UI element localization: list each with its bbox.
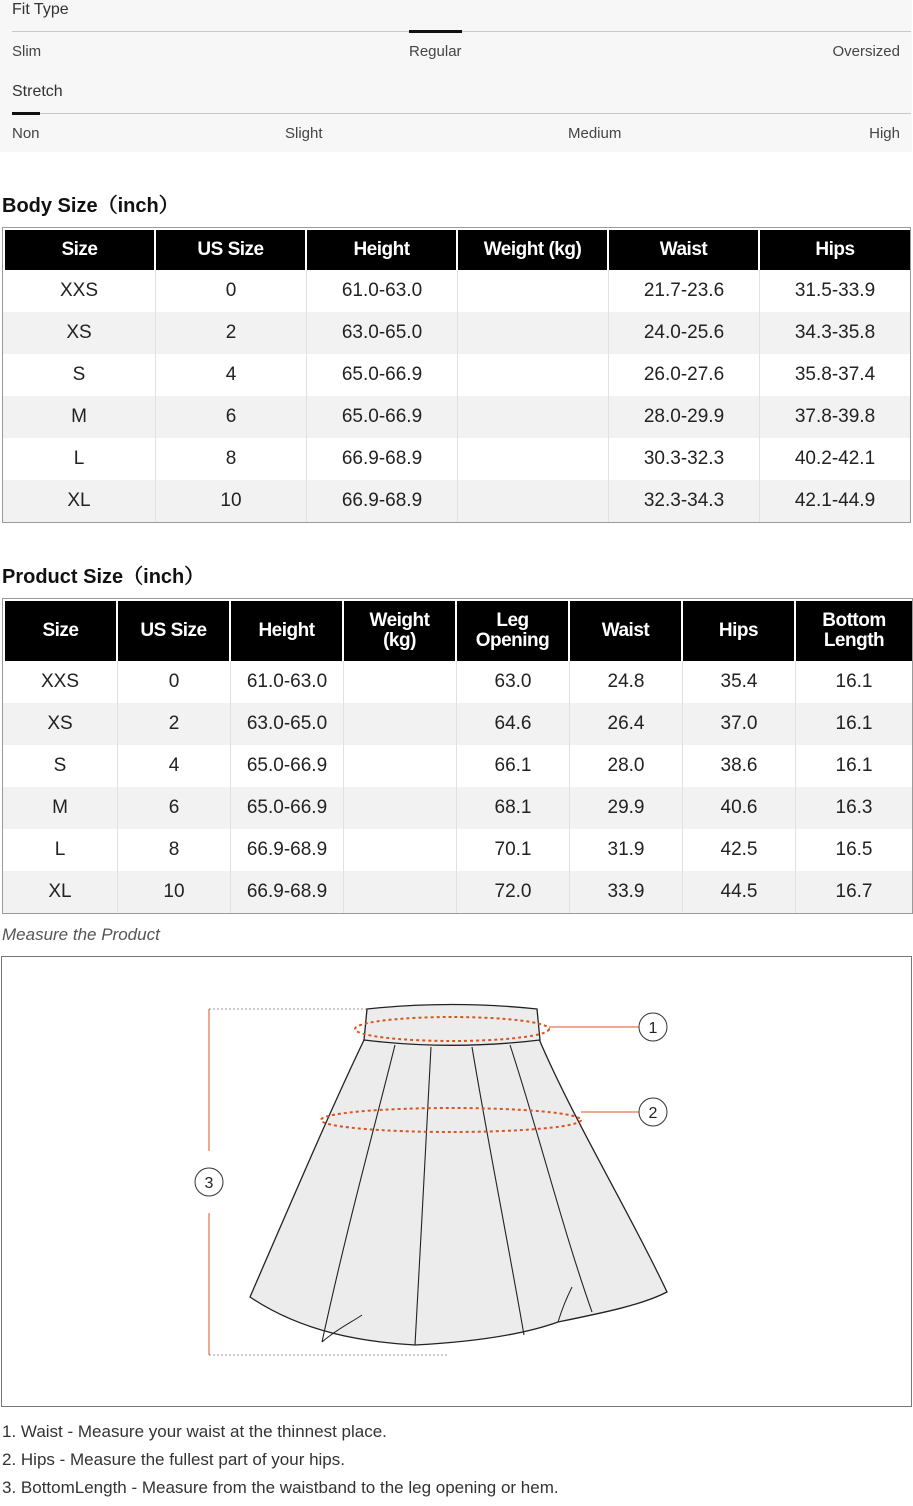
table-cell: 29.9 (570, 787, 683, 829)
table-cell: 26.0-27.6 (609, 354, 760, 396)
table-cell (458, 480, 609, 522)
table-cell: L (3, 438, 156, 480)
table-cell: 4 (156, 354, 307, 396)
table-cell: 26.4 (570, 703, 683, 745)
table-cell: 61.0-63.0 (307, 270, 458, 312)
table-cell: XL (3, 480, 156, 522)
header-height: Height (307, 228, 458, 270)
body-size-title-text: Body Size (2, 195, 98, 217)
table-cell: 16.1 (796, 703, 912, 745)
stretch-option-non: Non (12, 125, 40, 142)
measure-diagram (1, 956, 912, 1407)
table-cell: 44.5 (683, 871, 796, 913)
header-waist: Waist (570, 599, 683, 661)
table-cell: 8 (118, 829, 231, 871)
table-cell: M (3, 787, 118, 829)
marker-3 (195, 1168, 223, 1196)
table-cell: 34.3-35.8 (760, 312, 910, 354)
table-cell: 21.7-23.6 (609, 270, 760, 312)
fit-type-label: Fit Type (12, 1, 69, 18)
note-hips: 2. Hips - Measure the fullest part of your hips. (2, 1450, 345, 1469)
table-cell: 66.9-68.9 (231, 871, 344, 913)
table-cell: 2 (118, 703, 231, 745)
header-waist: Waist (609, 228, 760, 270)
table-cell: 16.7 (796, 871, 912, 913)
stretch-scale-line (12, 113, 911, 114)
table-cell: 28.0 (570, 745, 683, 787)
product-size-table (2, 598, 913, 914)
table-cell: 70.1 (457, 829, 570, 871)
header-size: Size (3, 599, 118, 661)
fit-selected-marker (409, 30, 462, 33)
table-cell: 65.0-66.9 (307, 396, 458, 438)
product-size-title-text: Product Size (2, 566, 124, 588)
table-cell: 63.0-65.0 (231, 703, 344, 745)
table-cell: 24.0-25.6 (609, 312, 760, 354)
product-size-unit: （inch） (123, 566, 205, 588)
table-cell: 28.0-29.9 (609, 396, 760, 438)
table-cell: 32.3-34.3 (609, 480, 760, 522)
table-cell: 6 (156, 396, 307, 438)
header-us-size: US Size (118, 599, 231, 661)
fit-option-oversized: Oversized (832, 43, 900, 60)
header-hips: Hips (683, 599, 796, 661)
table-cell: 66.9-68.9 (307, 480, 458, 522)
table-cell: 63.0-65.0 (307, 312, 458, 354)
table-cell: 61.0-63.0 (231, 661, 344, 703)
table-row (3, 438, 910, 480)
table-cell: XS (3, 312, 156, 354)
skirt-illustration (2, 957, 911, 1406)
stretch-label: Stretch (12, 83, 63, 100)
table-cell: 42.5 (683, 829, 796, 871)
table-cell: 65.0-66.9 (231, 787, 344, 829)
skirt-body (250, 1039, 667, 1345)
table-cell: 40.2-42.1 (760, 438, 910, 480)
body-size-header-row (3, 228, 910, 270)
table-cell: 64.6 (457, 703, 570, 745)
header-height: Height (231, 599, 344, 661)
table-row (3, 354, 910, 396)
table-cell: 40.6 (683, 787, 796, 829)
table-cell: 65.0-66.9 (307, 354, 458, 396)
product-size-header-row (3, 599, 912, 661)
table-cell: M (3, 396, 156, 438)
table-cell: S (3, 354, 156, 396)
product-size-title (2, 560, 204, 589)
table-cell: 72.0 (457, 871, 570, 913)
table-cell (344, 745, 457, 787)
stretch-option-high: High (869, 125, 900, 142)
table-row (3, 312, 910, 354)
body-size-table (2, 227, 911, 523)
table-cell: 66.1 (457, 745, 570, 787)
table-cell: 66.9-68.9 (307, 438, 458, 480)
header-size: Size (3, 228, 156, 270)
table-cell: 33.9 (570, 871, 683, 913)
table-cell: 31.9 (570, 829, 683, 871)
note-bottom-length: 3. BottomLength - Measure from the waistband to the leg opening or hem. (2, 1478, 559, 1497)
table-row (3, 396, 910, 438)
table-cell (344, 703, 457, 745)
table-cell: 24.8 (570, 661, 683, 703)
table-row (3, 871, 912, 913)
marker-1 (639, 1013, 667, 1041)
table-cell (458, 270, 609, 312)
table-cell: 37.0 (683, 703, 796, 745)
table-cell (344, 661, 457, 703)
table-cell: 4 (118, 745, 231, 787)
table-row (3, 745, 912, 787)
table-cell: XXS (3, 661, 118, 703)
table-cell: 38.6 (683, 745, 796, 787)
table-cell (344, 871, 457, 913)
table-cell: 16.5 (796, 829, 912, 871)
table-cell: 35.4 (683, 661, 796, 703)
table-cell: 2 (156, 312, 307, 354)
header-leg-opening: Leg Opening (457, 599, 570, 661)
table-row (3, 787, 912, 829)
table-row (3, 270, 910, 312)
table-cell: XS (3, 703, 118, 745)
fit-panel (0, 0, 912, 152)
marker-3-label: 3 (204, 1175, 214, 1192)
table-cell: 10 (156, 480, 307, 522)
header-hips: Hips (760, 228, 910, 270)
table-row (3, 703, 912, 745)
table-cell: 8 (156, 438, 307, 480)
table-cell (458, 438, 609, 480)
table-row (3, 480, 910, 522)
stretch-option-slight: Slight (285, 125, 323, 142)
table-cell: XXS (3, 270, 156, 312)
table-cell: 31.5-33.9 (760, 270, 910, 312)
header-bottom-length: Bottom Length (796, 599, 912, 661)
table-cell: 16.1 (796, 661, 912, 703)
table-cell: 66.9-68.9 (231, 829, 344, 871)
stretch-selected-marker (12, 112, 40, 115)
header-us-size: US Size (156, 228, 307, 270)
table-cell (344, 787, 457, 829)
marker-2 (639, 1098, 667, 1126)
table-cell (458, 312, 609, 354)
stretch-option-medium: Medium (568, 125, 622, 142)
table-row (3, 661, 912, 703)
fit-option-slim: Slim (12, 43, 42, 60)
table-cell: XL (3, 871, 118, 913)
table-cell (458, 396, 609, 438)
table-cell (344, 829, 457, 871)
note-waist: 1. Waist - Measure your waist at the thinnest place. (2, 1422, 387, 1441)
table-cell: L (3, 829, 118, 871)
table-cell: 35.8-37.4 (760, 354, 910, 396)
body-size-title (2, 189, 179, 218)
table-cell: 10 (118, 871, 231, 913)
fit-option-regular: Regular (409, 43, 462, 60)
table-cell: 0 (156, 270, 307, 312)
table-cell: 42.1-44.9 (760, 480, 910, 522)
table-cell: 63.0 (457, 661, 570, 703)
table-row (3, 829, 912, 871)
table-cell (458, 354, 609, 396)
marker-2-label: 2 (648, 1105, 658, 1122)
table-cell: S (3, 745, 118, 787)
table-cell: 6 (118, 787, 231, 829)
table-cell: 68.1 (457, 787, 570, 829)
body-size-unit: （inch） (97, 195, 179, 217)
table-cell: 16.1 (796, 745, 912, 787)
measure-caption: Measure the Product (2, 925, 160, 944)
table-cell: 16.3 (796, 787, 912, 829)
table-cell: 30.3-32.3 (609, 438, 760, 480)
table-cell: 0 (118, 661, 231, 703)
table-cell: 37.8-39.8 (760, 396, 910, 438)
table-cell: 65.0-66.9 (231, 745, 344, 787)
measure-notes (2, 1422, 559, 1506)
marker-1-label: 1 (648, 1020, 658, 1037)
header-weight: Weight (kg) (458, 228, 609, 270)
header-weight: Weight (kg) (344, 599, 457, 661)
